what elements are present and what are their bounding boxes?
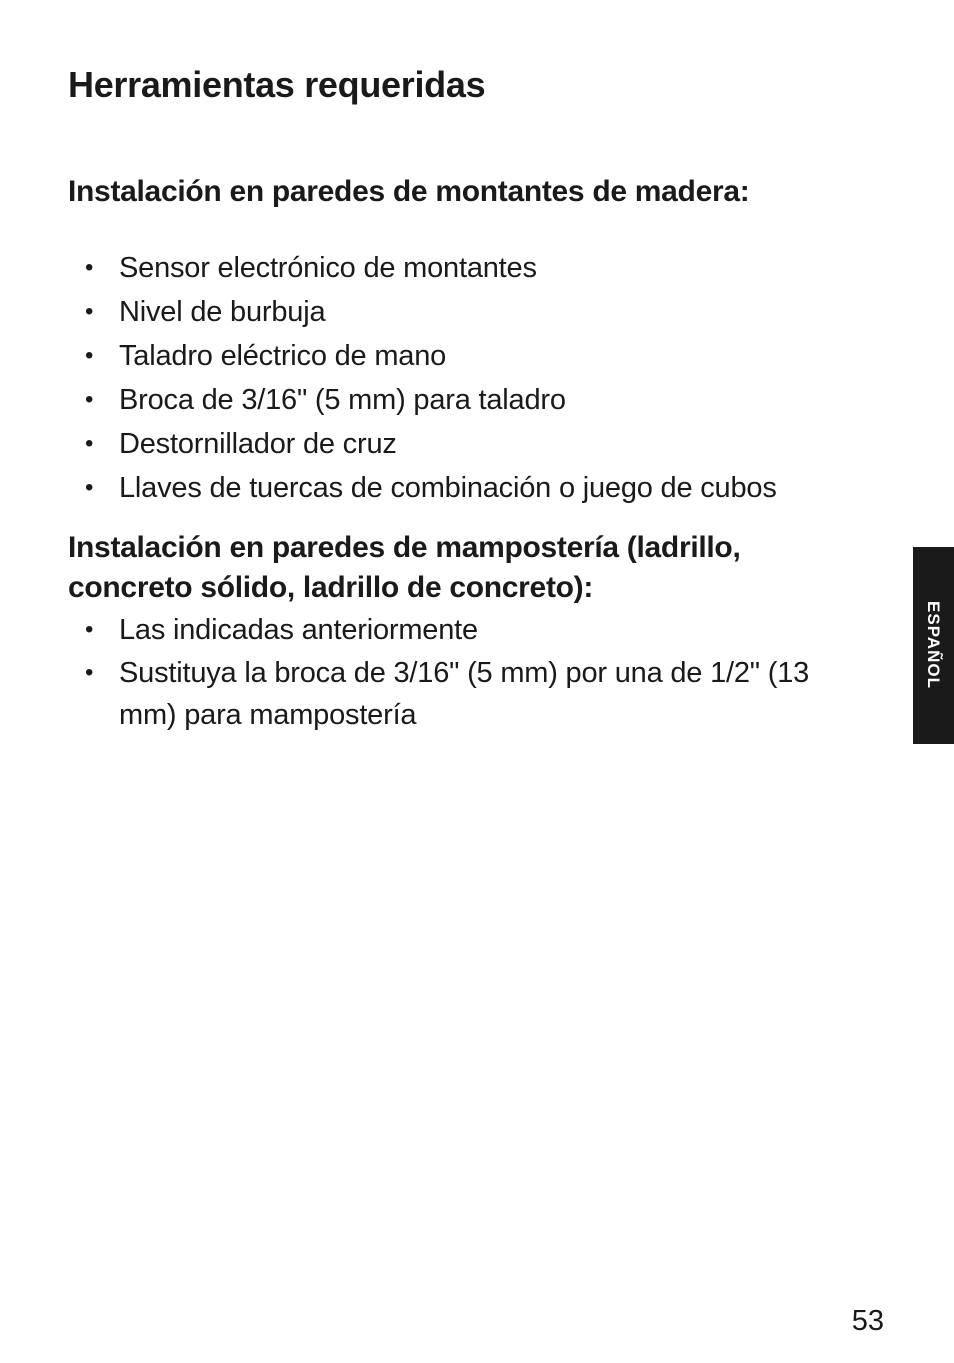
language-tab-label: ESPAÑOL [924,601,943,689]
list-item-text: Sustituya la broca de 3/16" (5 mm) por una de 1/2" (13 mm) para mampostería [119,657,810,731]
list-item [68,378,868,422]
list-item-text: Llaves de tuercas de combinación o juego de cubos [119,472,777,504]
list-item-text: Las indicadas anteriormente [119,614,478,646]
section-heading [68,528,868,608]
bullet-icon: • [85,342,94,369]
section-heading-line1: Instalación en paredes de mampostería (ladrillo, [68,531,741,564]
bullet-icon: • [85,298,94,325]
bullet-icon: • [85,430,94,457]
section-heading-line2: concreto sólido, ladrillo de concreto): [68,571,594,604]
list-item [68,334,868,378]
list-item [68,246,868,290]
list-item-text: Taladro eléctrico de mano [119,340,447,372]
bullet-icon: • [85,386,94,413]
list-item [68,608,868,652]
list-item [68,652,839,736]
list-item-text: Destornillador de cruz [119,428,397,460]
page-title: Herramientas requeridas [68,64,486,105]
language-side-tab [913,547,954,744]
page-number: 53 [851,1305,884,1337]
section-masonry-walls [68,528,868,736]
list-item [68,422,868,466]
bullet-icon: • [85,474,94,501]
list-item-text: Nivel de burbuja [119,296,326,328]
tools-list [68,608,868,736]
bullet-icon: • [85,659,94,686]
bullet-icon: • [85,616,94,643]
list-item [68,466,868,510]
section-heading: Instalación en paredes de montantes de madera: [68,175,750,208]
tools-list [68,246,868,510]
list-item-text: Sensor electrónico de montantes [119,252,537,284]
bullet-icon: • [85,254,94,281]
list-item-text: Broca de 3/16" (5 mm) para taladro [119,384,566,416]
section-wood-stud-walls [68,172,868,510]
list-item [68,290,868,334]
